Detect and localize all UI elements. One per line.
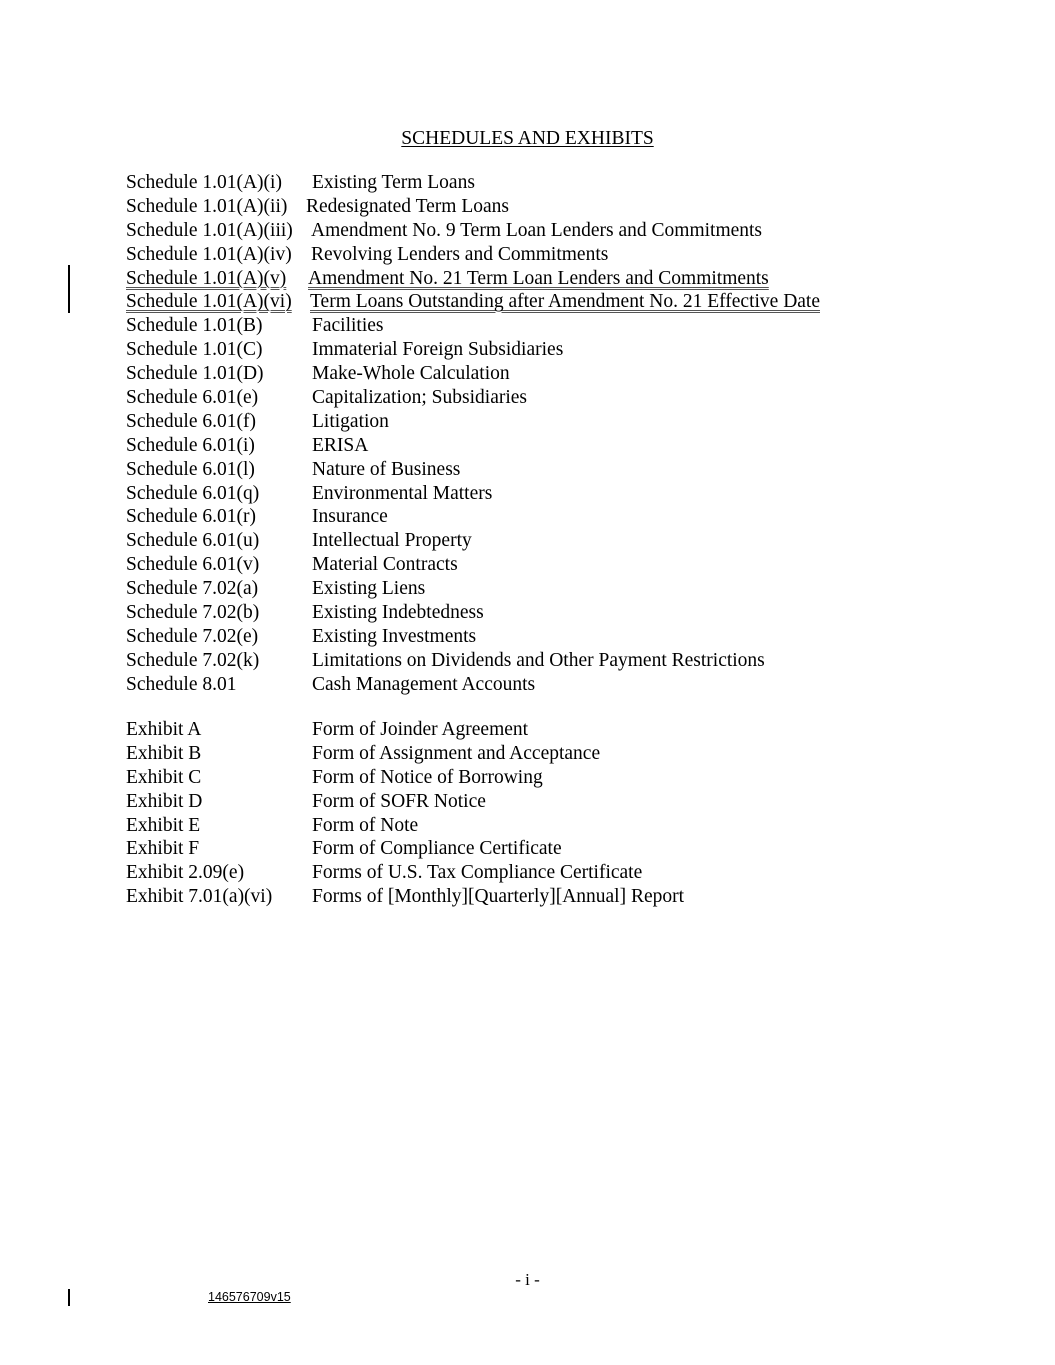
schedule-ref: Schedule 1.01(B) [126,315,263,337]
footer-change-bar [68,1289,70,1306]
exhibit-desc: Form of Joinder Agreement [312,719,529,740]
schedule-ref: Schedule 1.01(C) [126,339,263,361]
document-id: 146576709v15 [208,1290,291,1304]
schedule-ref: Schedule 6.01(e) [126,387,259,409]
schedule-desc: Amendment No. 9 Term Loan Lenders and Commitments [311,219,763,241]
schedule-desc: Immaterial Foreign Subsidiaries [312,339,564,361]
exhibit-ref: Exhibit B [126,742,202,764]
schedule-desc: Insurance [312,506,388,528]
schedule-ref: Schedule 6.01(l) [126,458,255,480]
schedule-desc: Existing Investments [312,625,477,647]
schedule-desc: Existing Indebtedness [312,602,484,624]
exhibit-desc: Form of Compliance Certificate [312,838,562,860]
schedule-desc: Existing Liens [312,578,426,600]
schedule-ref: Schedule 1.01(A)(vi) [126,291,292,313]
schedule-ref: Schedule 1.01(A)(iv) [126,243,292,265]
schedule-desc: Revolving Lenders and Commitments [311,243,609,265]
exhibit-ref: Exhibit C [126,766,202,788]
schedule-desc: Environmental Matters [312,482,493,504]
schedule-desc: Redesignated Term Loans [306,195,509,217]
schedule-ref: Schedule 6.01(i) [126,434,255,456]
schedule-desc: Existing Term Loans [312,172,475,193]
schedule-desc: Cash Management Accounts [312,673,536,695]
schedule-ref: Schedule 6.01(f) [126,410,256,432]
exhibit-ref: Exhibit A [126,719,202,740]
schedule-desc: Amendment No. 21 Term Loan Lenders and Commitments [308,267,769,289]
schedule-ref: Schedule 6.01(u) [126,530,260,552]
exhibit-ref: Exhibit D [126,790,203,812]
schedule-desc: Intellectual Property [312,530,472,552]
schedule-ref: Schedule 7.02(a) [126,578,259,600]
schedule-desc: Nature of Business [312,458,461,480]
exhibit-desc: Forms of U.S. Tax Compliance Certificate [312,862,643,884]
schedule-ref: Schedule 6.01(q) [126,482,260,504]
page-number: - i - [515,1270,540,1289]
schedule-desc: Litigation [312,410,389,432]
schedule-desc: Term Loans Outstanding after Amendment No. 21 Effective Date [310,291,820,313]
schedule-desc: Capitalization; Subsidiaries [312,387,528,409]
schedule-desc: Facilities [312,315,384,337]
exhibit-desc: Form of Assignment and Acceptance [312,742,601,764]
exhibit-ref: Exhibit 7.01(a)(vi) [126,886,273,908]
exhibit-desc: Form of Note [312,814,419,836]
exhibit-ref: Exhibit E [126,814,201,836]
schedule-ref: Schedule 7.02(k) [126,649,260,671]
page-title: SCHEDULES AND EXHIBITS [401,128,654,149]
schedule-desc: ERISA [312,434,369,456]
schedule-ref: Schedule 1.01(A)(ii) [126,195,288,217]
revision-change-bar [68,265,70,313]
schedule-ref: Schedule 1.01(A)(v) [126,267,287,289]
schedule-desc: Limitations on Dividends and Other Payment Restrictions [312,649,765,671]
schedule-ref: Schedule 7.02(b) [126,602,260,624]
exhibit-desc: Forms of [Monthly][Quarterly][Annual] Report [312,886,685,908]
schedule-ref: Schedule 1.01(A)(i) [126,172,282,193]
schedule-ref: Schedule 6.01(r) [126,506,256,528]
schedule-desc: Material Contracts [312,554,458,576]
schedule-ref: Schedule 7.02(e) [126,625,259,647]
exhibit-desc: Form of Notice of Borrowing [312,766,543,788]
schedule-ref: Schedule 1.01(D) [126,363,264,385]
exhibit-ref: Exhibit F [126,838,200,860]
schedule-ref: Schedule 6.01(v) [126,554,260,576]
schedule-ref: Schedule 8.01 [126,673,237,695]
exhibit-desc: Form of SOFR Notice [312,790,486,812]
schedule-ref: Schedule 1.01(A)(iii) [126,219,293,241]
schedule-desc: Make-Whole Calculation [312,363,510,385]
exhibit-ref: Exhibit 2.09(e) [126,862,245,884]
